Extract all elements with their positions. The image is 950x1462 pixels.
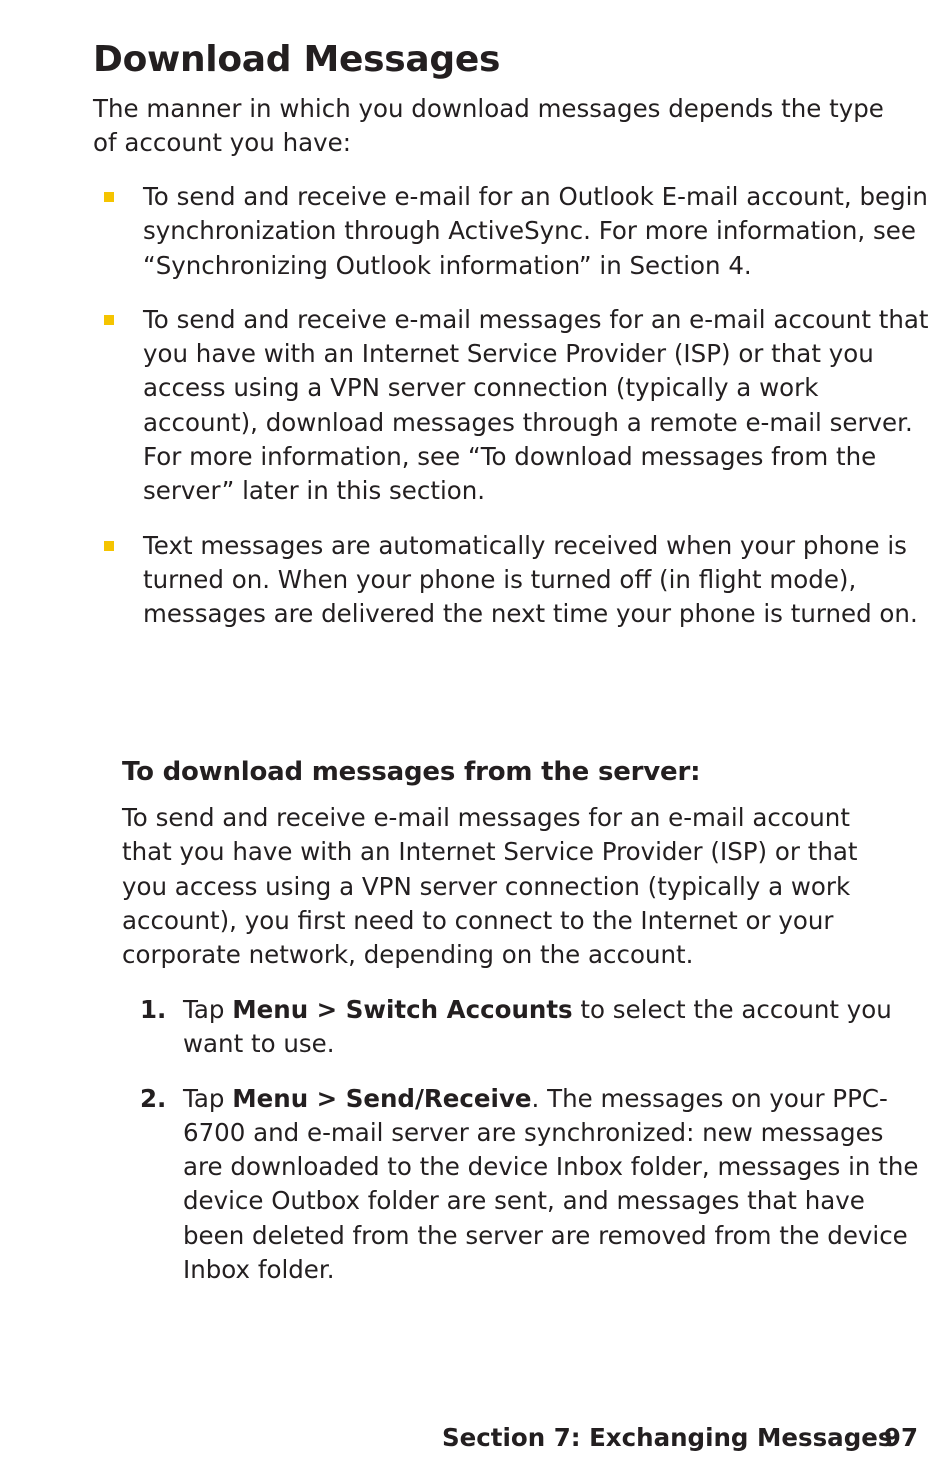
step-command: Menu > Switch Accounts [232,995,573,1024]
procedure-heading: To download messages from the server: [122,757,701,787]
bullet-item [93,529,933,632]
square-bullet-icon [104,315,114,325]
bullet-text: Text messages are automatically received when your phone is turned on. When your phone is turned off (in flight mode), messages are delivered the next time your phone is turned on. [143,530,918,629]
step-prefix: Tap [183,1083,233,1113]
step-suffix: to select the account you want to use. [183,995,892,1059]
step-suffix: . The messages on your PPC-6700 and e-mail server are synchronized: new messages are downloaded to the device Inbox folder, messages in the device Outbox folder are sent, and messages that have been deleted from the server are removed from the device Inbox folder. [183,1083,919,1285]
intro-paragraph: The manner in which you download messages depends the type of account you have: [93,94,884,158]
square-bullet-icon [104,541,114,551]
procedure-intro: To send and receive e-mail messages for an e-mail account that you have with an Internet Service Provider (ISP) or that you access using a VPN server connection (typically a work account), you first need to connect to the Internet or your corporate network, depending on the account. [122,803,858,970]
footer-section-title: Section 7: Exchanging Messages [442,1423,893,1452]
step-prefix: Tap [183,995,233,1024]
footer-page-number: 97 [883,1423,918,1452]
square-bullet-icon [104,192,114,202]
step-number: 2. [140,1083,167,1113]
bullet-text: To send and receive e-mail for an Outlook E-mail account, begin synchronization through ActiveSync. For more information, see “Synchronizing Outlook information” in Section 4. [143,182,928,280]
bullet-item [93,303,933,509]
page-title: Download Messages [93,39,501,80]
bullet-item [93,180,933,283]
step-command: Menu > Send/Receive [232,1083,532,1113]
step-item [140,993,920,1062]
bullet-text: To send and receive e-mail messages for an e-mail account that you have with an Internet Service Provider (ISP) or that you access using a VPN server connection (typically a work account), download messages through a remote e-mail server. For more information, see “To download messages from the server” later in this section. [143,304,929,506]
step-list [140,993,920,1307]
step-item [140,1082,920,1288]
step-number: 1. [140,995,167,1024]
bullet-list [93,180,933,652]
